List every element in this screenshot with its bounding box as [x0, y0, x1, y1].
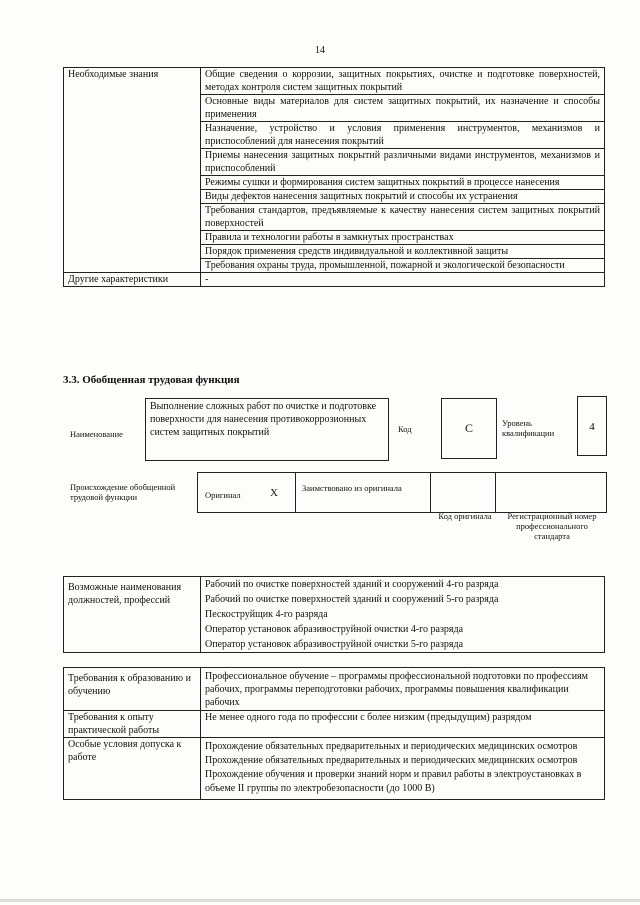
other-characteristics-value: - — [201, 273, 605, 287]
position-item: Рабочий по очистке поверхностей зданий и сооружений 5-го разряда — [205, 594, 499, 605]
experience-label: Требования к опыту практической работы — [64, 711, 201, 738]
knowledge-item: Приемы нанесения защитных покрытий различными видами инструментов, механизмов и приспособлений — [201, 148, 604, 175]
original-mark: X — [270, 487, 278, 499]
borrowed-label: Заимствовано из оригинала — [302, 483, 402, 493]
knowledge-item: Основные виды материалов для систем защитных покрытий, их назначение и способы применения — [201, 94, 604, 121]
origin-box — [197, 472, 607, 513]
position-item: Оператор установок абразивоструйной очистки 5-го разряда — [205, 639, 464, 650]
level-label: Уровень квалификации — [502, 418, 555, 438]
origin-label: Происхождение обобщенной трудовой функции — [70, 482, 176, 502]
position-item: Пескоструйщик 4-го разряда — [205, 609, 328, 620]
level-box — [577, 396, 607, 456]
registration-number-caption: Регистрационный номер профессионального стандарта — [507, 511, 597, 541]
condition-item: Прохождение обязательных предварительных и периодических медицинских осмотров — [205, 741, 578, 752]
knowledge-item: Правила и технологии работы в замкнутых пространствах — [201, 230, 604, 244]
positions-list — [201, 577, 605, 653]
section-heading: 3.3. Обобщенная трудовая функция — [63, 374, 240, 386]
conditions-list — [201, 738, 605, 800]
code-box — [441, 398, 497, 459]
knowledge-item: Виды дефектов нанесения защитных покрытий и способы их устранения — [201, 189, 604, 203]
knowledge-items — [201, 68, 605, 273]
knowledge-item: Общие сведения о коррозии, защитных покрытиях, очистке и подготовке поверхностей, методах контроля систем защитных покрытий — [205, 69, 600, 93]
function-name-box — [145, 398, 389, 461]
code-value: C — [464, 421, 473, 435]
experience-value: Не менее одного года по профессии с более низким (предыдущим) разрядом — [201, 711, 605, 738]
code-label: Код — [398, 424, 412, 434]
level-value: 4 — [589, 421, 595, 433]
condition-item: Прохождение обучения и проверки знаний норм и правил работы в электроустановках в объеме II группы по электробезопасности (до 1000 В) — [205, 769, 582, 794]
page-bottom-edge — [0, 899, 640, 902]
other-characteristics-label: Другие характеристики — [64, 273, 201, 287]
position-item: Оператор установок абразивоструйной очистки 4-го разряда — [205, 624, 464, 635]
knowledge-item: Требования стандартов, предъявляемые к качеству нанесения систем защитных покрытий поверхностей — [201, 203, 604, 230]
knowledge-item: Режимы сушки и формирования систем защитных покрытий в процессе нанесения — [201, 175, 604, 189]
knowledge-item: Назначение, устройство и условия применения инструментов, механизмов и приспособлений для нанесения покрытий — [201, 121, 604, 148]
knowledge-table — [63, 67, 605, 287]
positions-table — [63, 576, 605, 653]
knowledge-label: Необходимые знания — [64, 68, 201, 273]
original-label: Оригинал — [205, 490, 241, 500]
page-number: 14 — [315, 45, 325, 56]
function-name-value: Выполнение сложных работ по очистке и подготовке поверхности для нанесения противокоррозионных систем защитных покрытий — [150, 401, 377, 438]
knowledge-item: Требования охраны труда, промышленной, пожарной и экологической безопасности — [201, 258, 604, 272]
knowledge-item: Порядок применения средств индивидуальной и коллективной защиты — [201, 244, 604, 258]
condition-item: Прохождение обязательных предварительных и периодических медицинских осмотров — [205, 755, 578, 766]
positions-label: Возможные наименования должностей, профессий — [64, 577, 201, 653]
name-label: Наименование — [70, 429, 123, 439]
requirements-table — [63, 667, 605, 800]
conditions-label: Особые условия допуска к работе — [64, 738, 201, 800]
position-item: Рабочий по очистке поверхностей зданий и сооружений 4-го разряда — [205, 579, 499, 590]
education-value: Профессиональное обучение – программы профессиональной подготовки по профессиям рабочих, программы переподготовки рабочих, программы повышения квалификации рабочих — [201, 668, 605, 711]
code-original-caption: Код оригинала — [438, 511, 492, 521]
education-label: Требования к образованию и обучению — [64, 668, 201, 711]
